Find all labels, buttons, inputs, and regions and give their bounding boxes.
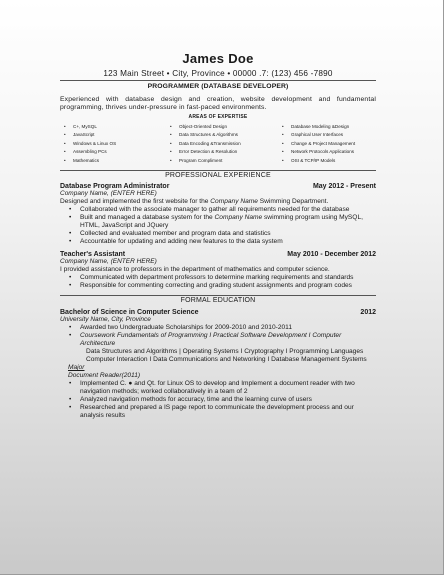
skill-item: • Database Modeling &Design — [282, 123, 350, 129]
job-header — [60, 183, 376, 190]
university-name: University Name, City, Province — [60, 316, 151, 324]
skill-item: • Data Structures & Algorithms — [170, 132, 238, 138]
skills-column-1 — [64, 123, 170, 166]
skill-item: • Object-Oriented Design — [170, 123, 228, 129]
job-bullet: • Collaborated with the associate manager to gather all requirements needed for the database — [68, 206, 376, 214]
job-bullet: • Collected and evaluated member and program data and statistics — [68, 230, 376, 238]
skill-item: • JavaScript — [64, 132, 95, 138]
job-dates: May 2010 - December 2012 — [287, 251, 376, 259]
degree: Bachelor of Science in Computer Science — [60, 309, 199, 317]
job-title: Database Program Administrator — [60, 183, 170, 191]
job-bullet: • Communicated with department professors to determine marking requirements and standards — [68, 274, 376, 282]
company-name: Company Name, (ENTER HERE) — [60, 258, 157, 266]
education-bullets — [60, 324, 376, 348]
skill-item: • Data Encoding &Transmission — [170, 140, 241, 146]
job-bullet: • Responsible for commenting correcting and grading student assignments and program codes — [68, 282, 376, 290]
skill-item: • Windows & Linux OS — [64, 140, 117, 146]
skill-item: • Network Protocols Applications — [282, 149, 355, 155]
skill-item: • C+, MySQL — [64, 123, 97, 129]
education-header — [60, 309, 376, 316]
job-title: Teacher's Assistant — [60, 251, 126, 259]
skill-item: • Mathematics — [64, 157, 100, 163]
header-divider — [60, 80, 376, 81]
skills-grid — [64, 123, 376, 166]
project-bullets — [60, 380, 376, 420]
education-bullet: • Coursework Fundamentals of Programming I Practical Software Development I Computer Architecture — [68, 332, 376, 348]
project-bullet: • Researched and prepared a IS page report to communicate the development process and our analysis results — [68, 404, 376, 420]
skill-item: • Error Detection & Resolution — [170, 149, 238, 155]
skill-item: • Graphical User Interfaces — [282, 132, 344, 138]
summary-text: Experienced with database design and creation, website development and fundamental programming, thrives under-pressure in fast-paced environments. — [60, 96, 376, 112]
coursework-line: Computer Interaction I Data Communications and Networking I Database Management Systems — [86, 356, 367, 364]
coursework-line: Data Structures and Algorithms | Operating Systems I Cryptography I Programming Languages — [86, 348, 364, 356]
skill-item: • Assembling PCs — [64, 149, 107, 155]
candidate-name: James Doe — [182, 51, 254, 66]
contact-line: 123 Main Street • City, Province • 00000 .7: (123) 456 -7890 — [103, 69, 333, 78]
job-bullets — [60, 206, 376, 246]
major-line: Major — [68, 364, 85, 372]
areas-of-expertise-title: AREAS OF EXPERTISE — [188, 113, 248, 120]
skill-item: • OSI & TCP/IP Models — [282, 157, 336, 163]
job-description: I provided assistance to professors in the department of mathematics and computer science. — [60, 266, 330, 274]
experience-section-title: PROFESSIONAL EXPERIENCE — [60, 170, 376, 179]
education-bullet: • Awarded two Undergraduate Scholarships for 2009-2010 and 2010-2011 — [68, 324, 376, 332]
job-header — [60, 251, 376, 258]
education-section-title: FORMAL EDUCATION — [60, 295, 376, 304]
company-name: Company Name, (ENTER HERE) — [60, 190, 157, 198]
objective-title: PROGRAMMER (DATABASE DEVELOPER) — [147, 83, 289, 90]
job-description: Designed and implemented the first website for the Company Name Swimming Department. — [60, 198, 329, 206]
project-title: Document Reader(2011) — [68, 372, 141, 380]
job-bullet: • Built and managed a database system for the Company Name swimming program using MySQL, HTML, JavaScript and JQuery — [68, 214, 376, 230]
skills-column-2 — [170, 123, 282, 166]
skill-item: • Program Compliment — [170, 157, 223, 163]
graduation-year: 2012 — [360, 309, 376, 317]
skill-item: • Change & Project Management — [282, 140, 356, 146]
resume-content — [60, 52, 376, 420]
project-bullet: • Analyzed navigation methods for accuracy, time and the learning curve of users — [68, 396, 376, 404]
skills-column-3 — [282, 123, 382, 166]
job-dates: May 2012 - Present — [312, 183, 376, 191]
job-bullets — [60, 274, 376, 290]
job-bullet: • Accountable for updating and adding new features to the data system — [68, 238, 376, 246]
project-bullet: • Implemented C. ● and Qt. for Linux OS to develop and Implement a document reader with two navigation methods; worked collaboratively in a team of 2 — [68, 380, 376, 396]
